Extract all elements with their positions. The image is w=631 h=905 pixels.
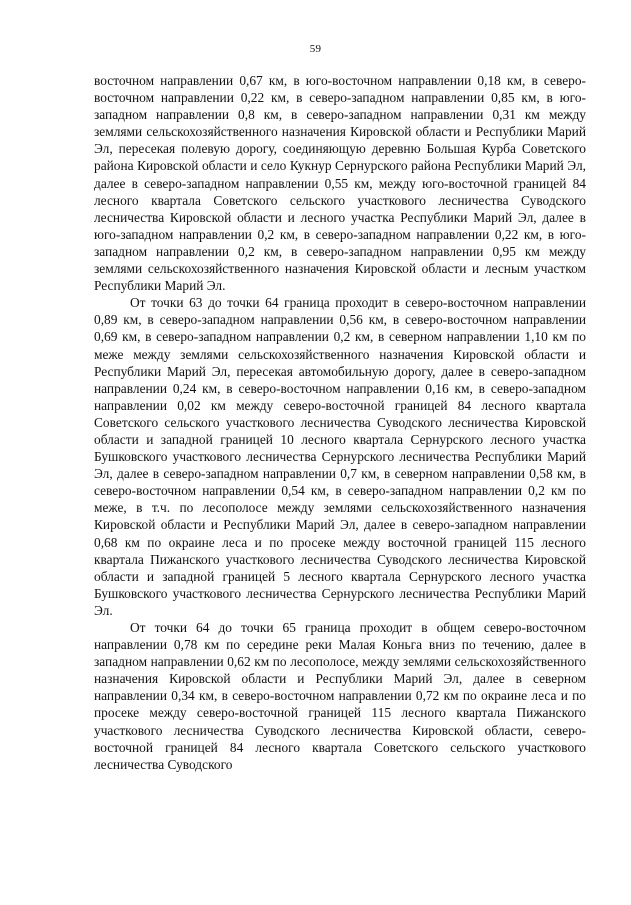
paragraph-point-63-64: От точки 63 до точки 64 граница проходит в северо-восточном направлении 0,89 км, в северо-западном направлении 0,56 км, в северо-восточном направлении 0,69 км, в северо-западном направлении 0,2 км, в северном направлении 1,10 км по меже между землями сельскохозяйственного назначения Кировской области и Республики Марий Эл, пересекая автомобильную дорогу, далее в северо-западном направлении 0,24 км, в северо-восточном направлении 0,16 км, в северо-западном направлении 0,02 км между северо-восточной границей 84 лесного квартала Советского сельского участкового лесничества Суводского лесничества Кировской области и западной границей 10 лесного квартала Сернурского лесного участка Бушковского участкового лесничества Сернурского лесничества Республики Марий Эл, далее в северо-западном направлении 0,7 км, в северном направлении 0,58 км, в северо-восточном направлении 0,54 км, в северо-западном направлении 0,2 км по меже, в т.ч. по лесополосе между землями сельскохозяйственного назначения Кировской области и Республики Марий Эл, далее в северо-западном направлении 0,68 км по окраине леса и по просеке между восточной границей 115 лесного квартала Пижанского участкового лесничества Суводского лесничества Кировской области и западной границей 5 лесного квартала Сернурского лесного участка Бушковского участкового лесничества Сернурского лесничества Республики Марий Эл. <box>94 295 586 618</box>
paragraph-continuation: восточном направлении 0,67 км, в юго-восточном направлении 0,18 км, в северо-восточном направлении 0,22 км, в северо-западном направлении 0,85 км, в юго-западном направлении 0,8 км, в северо-западном направлении 0,31 км между землями сельскохозяйственного назначения Кировской области и Республики Марий Эл, пересекая полевую дорогу, соединяющую деревню Большая Курба Советского района Кировской области и село Кукнур Сернурского района Республики Марий Эл, далее в северо-западном направлении 0,55 км, между юго-восточной границей 84 лесного квартала Советского сельского участкового лесничества Суводского лесничества Кировской области и лесного участка Республики Марий Эл, далее в юго-западном направлении 0,2 км, в северо-западном направлении 0,22 км, в юго-западном направлении 0,2 км, в северо-западном направлении 0,95 км между землями сельскохозяйственного назначения Кировской области и лесным участком Республики Марий Эл. <box>94 73 586 294</box>
document-body <box>94 72 586 773</box>
paragraph-point-64-65: От точки 64 до точки 65 граница проходит в общем северо-восточном направлении 0,78 км по середине реки Малая Коньга вниз по течению, далее в западном направлении 0,62 км по лесополосе, между землями сельскохозяйственного назначения Кировской области и Республики Марий Эл, далее в северном направлении 0,34 км, в северо-восточном направлении 0,72 км по окраине леса и по просеке между северо-восточной границей 115 лесного квартала Пижанского участкового лесничества Суводского лесничества Кировской области, северо-восточной границей 84 лесного квартала Советского сельского участкового лесничества Суводского <box>94 620 586 772</box>
page-number: 59 <box>309 43 322 55</box>
